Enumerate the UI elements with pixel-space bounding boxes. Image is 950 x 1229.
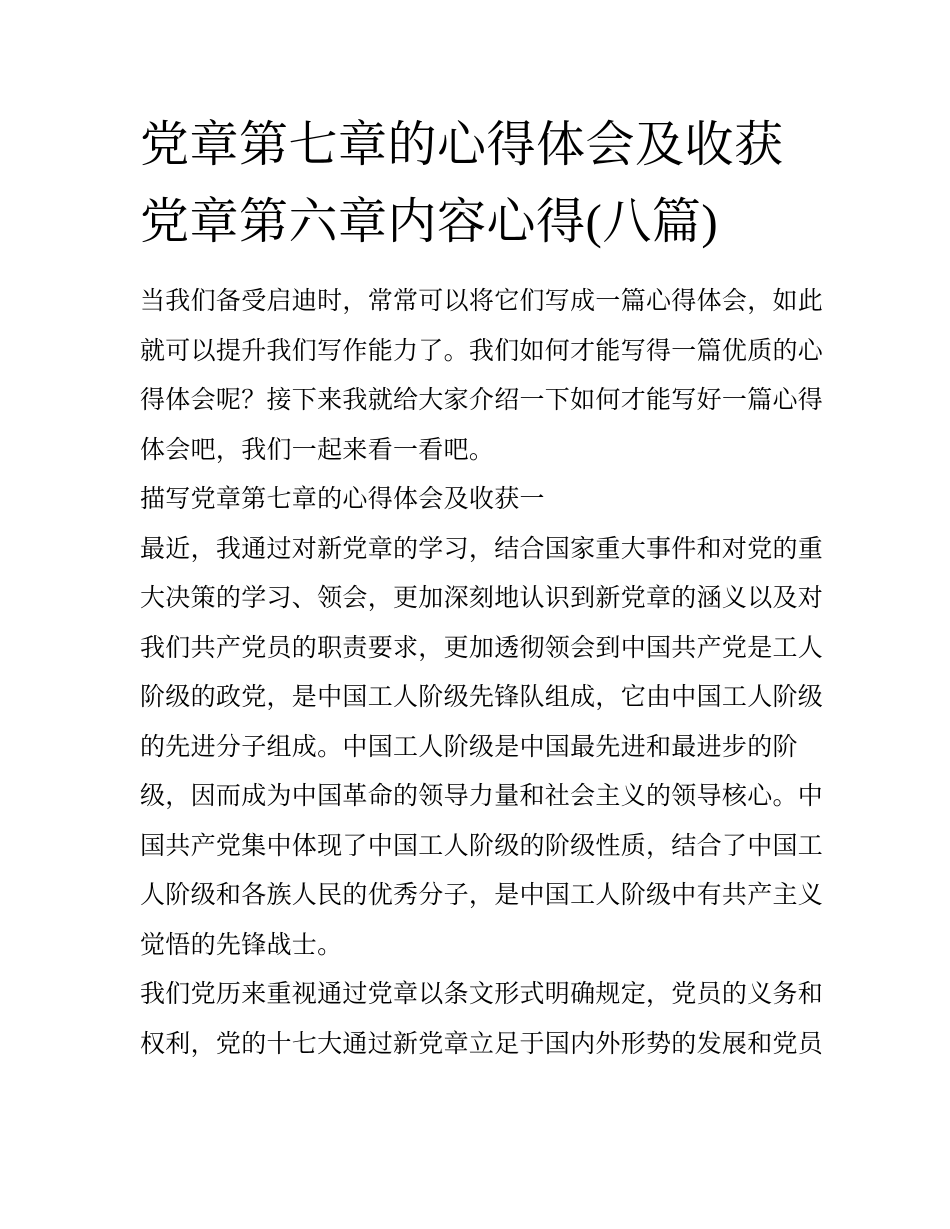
body-text-line: 就可以提升我们写作能力了。我们如何才能写得一篇优质的心 <box>140 337 824 365</box>
body-text-line: 大决策的学习、领会，更加深刻地认识到新党章的涵义以及对 <box>140 585 824 612</box>
paragraph <box>140 277 824 475</box>
body-text-line: 人阶级和各族人民的优秀分子，是中国工人阶级中有共产主义 <box>140 882 824 909</box>
body-text-line: 得体会呢？接下来我就给大家介绍一下如何才能写好一篇心得 <box>140 387 824 414</box>
document-title <box>140 106 814 260</box>
body-text-line: 国共产党集中体现了中国工人阶级的阶级性质，结合了中国工 <box>140 832 824 860</box>
body-text-line: 阶级的政党，是中国工人阶级先锋队组成，它由中国工人阶级 <box>140 684 824 711</box>
body-text-line: 描写党章第七章的心得体会及收获一 <box>140 486 545 513</box>
body-text-line: 当我们备受启迪时，常常可以将它们写成一篇心得体会，如此 <box>140 288 824 315</box>
body-text-line: 我们党历来重视通过党章以条文形式明确规定，党员的义务和 <box>140 981 824 1008</box>
body-text-line: 的先进分子组成。中国工人阶级是中国最先进和最进步的阶 <box>140 733 798 761</box>
body-text-line: 级，因而成为中国革命的领导力量和社会主义的领导核心。中 <box>140 783 824 810</box>
body-text-line: 权利，党的十七大通过新党章立足于国内外形势的发展和党员 <box>140 1030 824 1058</box>
paragraph <box>140 475 814 525</box>
title-line-1: 党章第七章的心得体会及收获 <box>140 117 784 172</box>
paragraph <box>140 970 824 1069</box>
body-text-line: 我们共产党员的职责要求，更加透彻领会到中国共产党是工人 <box>140 634 824 662</box>
body-text-line: 最近，我通过对新党章的学习，结合国家重大事件和对党的重 <box>140 535 824 563</box>
body-text-line: 觉悟的先锋战士。 <box>140 931 343 959</box>
body-text-line: 体会吧，我们一起来看一看吧。 <box>140 436 495 464</box>
paragraph <box>140 525 824 971</box>
title-line-2: 党章第六章内容心得(八篇) <box>140 194 719 249</box>
document-body <box>140 277 824 1069</box>
